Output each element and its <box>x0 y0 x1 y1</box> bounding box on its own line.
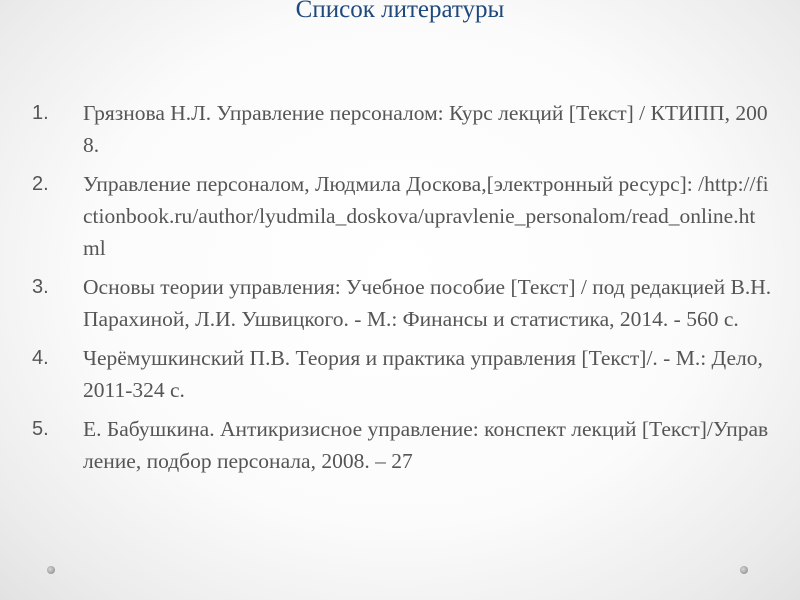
reference-text: Е. Бабушкина. Антикризисное управление: конспект лекций [Текст]/Управление, подбор персонала, 2008. – 27 <box>83 417 769 473</box>
reference-number: 5. <box>32 418 49 440</box>
reference-item <box>32 97 772 161</box>
reference-item <box>32 168 772 264</box>
decorative-dot-right <box>740 566 748 574</box>
reference-number: 4. <box>32 347 49 369</box>
reference-number: 2. <box>32 173 49 195</box>
slide-title: Список литературы <box>295 0 505 23</box>
reference-item <box>32 342 772 406</box>
reference-text: Управление персоналом, Людмила Доскова,[электронный ресурс]: /http://fictionbook.ru/author/lyudmila_doskova/upravlenie_personalom/read_online.html <box>83 172 769 260</box>
decorative-dot-left <box>47 566 55 574</box>
reference-text: Черёмушкинский П.В. Теория и практика управления [Текст]/. - М.: Дело, 2011-324 с. <box>83 346 763 402</box>
reference-item <box>32 271 772 335</box>
reference-item <box>32 413 772 477</box>
reference-number: 1. <box>32 102 49 124</box>
reference-text: Основы теории управления: Учебное пособие [Текст] / под редакцией В.Н. Парахиной, Л.И. Ушвицкого. - М.: Финансы и статистика, 2014. - 560 с. <box>83 275 772 331</box>
reference-number: 3. <box>32 276 49 298</box>
reference-text: Грязнова Н.Л. Управление персоналом: Курс лекций [Текст] / КТИПП, 2008. <box>83 101 768 157</box>
reference-list <box>32 97 772 484</box>
